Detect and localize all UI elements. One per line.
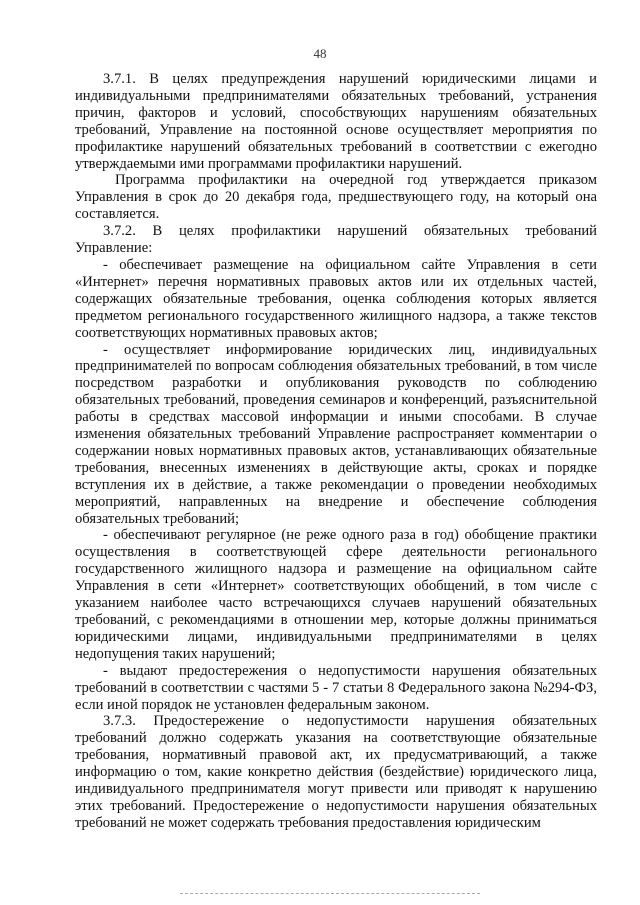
paragraph-3-7-1: 3.7.1. В целях предупреждения нарушений юридическими лицами и индивидуальными предпринимателями обязательных требований, устранения причин, факторов и условий, способствующих нарушениям обязательных требований, Управление на постоянной основе осуществляет мероприятия по профилактике нарушений обязательных требований в соответствии с ежегодно утверждаемыми ими программами профилактики нарушений.	[75, 71, 597, 172]
list-item-warnings: - выдают предостережения о недопустимости нарушения обязательных требований в соответствии с частями 5 - 7 статьи 8 Федерального закона №294-ФЗ, если иной порядок не установлен федеральным законом.	[75, 662, 597, 713]
list-item-publication: - обеспечивает размещение на официальном сайте Управления в сети «Интернет» перечня нормативных правовых актов или их отдельных частей, содержащих обязательные требования, оценка соблюдения которых является предметом регионального государственного жилищного надзора, а также текстов соответствующих нормативных правовых актов;	[75, 256, 597, 341]
list-item-informing: - осуществляет информирование юридических лиц, индивидуальных предпринимателей по вопросам соблюдения обязательных требований, в том числе посредством разработки и опубликования руководств по соблюдению обязательных требований, проведения семинаров и конференций, разъяснительной работы в средствах массовой информации и иными способами. В случае изменения обязательных требований Управление распространяет комментарии о содержании новых нормативных правовых актов, устанавливающих обязательные требования, внесенных изменениях в действующие акты, сроках и порядке вступления их в действие, а также рекомендации о проведении необходимых мероприятий, направленных на внедрение и обеспечение соблюдения обязательных требований;	[75, 341, 597, 527]
paragraph-program: Программа профилактики на очередной год утверждается приказом Управления в срок до 20 декабря года, предшествующего году, на который она составляется.	[75, 172, 597, 223]
footer-divider	[180, 893, 480, 896]
paragraph-3-7-3: 3.7.3. Предостережение о недопустимости нарушения обязательных требований должно содержать указания на соответствующие обязательные требования, нормативный правовой акт, их предусматривающий, а также информацию о том, какие конкретно действия (бездействие) юридического лица, индивидуального предпринимателя могут привести или приводят к нарушению этих требований. Предостережение о недопустимости нарушения обязательных требований не может содержать требования предоставления юридическим	[75, 713, 597, 831]
paragraph-3-7-2: 3.7.2. В целях профилактики нарушений обязательных требований Управление:	[75, 223, 597, 257]
page-number: 48	[313, 46, 327, 61]
document-body	[75, 71, 597, 832]
list-item-generalization: - обеспечивают регулярное (не реже одного раза в год) обобщение практики осуществления в соответствующей сфере деятельности регионального государственного жилищного надзора и размещение на официальном сайте Управления в сети «Интернет» соответствующих обобщений, в том числе с указанием наиболее часто встречающихся случаев нарушений обязательных требований, с рекомендациями в отношении мер, которые должны приниматься юридическими лицами, индивидуальными предпринимателями в целях недопущения таких нарушений;	[75, 527, 597, 662]
